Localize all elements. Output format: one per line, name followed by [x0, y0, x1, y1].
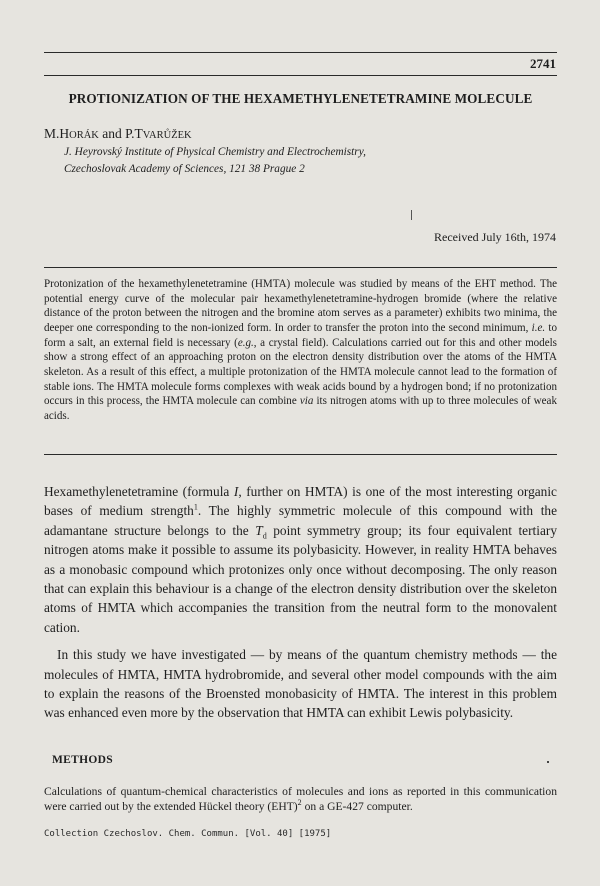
article-title: PROTIONIZATION OF THE HEXAMETHYLENETETRAMINE MOLECULE: [68, 91, 533, 106]
author-line: [44, 126, 192, 142]
abstract-top-rule: [44, 267, 557, 268]
affiliation: [64, 144, 366, 178]
reference-2: 2: [297, 798, 302, 808]
formula-label: I: [233, 484, 239, 499]
author1-surname-rest: ORÁK: [69, 130, 99, 141]
section-heading-methods: METHODS: [52, 754, 113, 766]
methods-text: [44, 784, 557, 814]
journal-citation: Collection Czechoslov. Chem. Commun. [Vol. 40] [1975]: [44, 829, 332, 839]
abstract-paragraph: [44, 277, 557, 424]
affiliation-line-1: J. Heyrovský Institute of Physical Chemistry and Electrochemistry,: [64, 146, 366, 158]
abstract-text-2: to form a salt, an external field is necessary (: [44, 321, 557, 349]
author1-surname-head: H: [59, 126, 70, 141]
scan-dot: [547, 761, 549, 763]
point-group-subscript: d: [262, 531, 267, 541]
methods-text-b: on a GE-427 computer.: [301, 800, 413, 813]
introduction: [44, 482, 557, 723]
author2-surname-head: T: [134, 126, 143, 141]
abstract-text-3: , a crystal field). Calculations carried out for this and other models show a strong effect of an approaching proton on the electron density distribution over the atoms of the HMTA skeleton. As a result of this effect, a multiple protonization of the HMTA molecule cannot lead to the formation of stable ions. The HMTA molecule forms complexes with weak acids bound by a hydrogen bond; if no protonization occurs in this process, the HMTA molecule can combine: [44, 336, 557, 408]
top-rule: [44, 52, 557, 53]
methods-text-a: Calculations of quantum-chemical characteristics of molecules and ions as reported in this communication were carried out by the extended Hückel theory (EHT): [44, 785, 557, 813]
header-rule: [44, 75, 557, 76]
abstract-bottom-rule: [44, 454, 557, 455]
author1-initial: M.: [44, 126, 60, 141]
methods-paragraph: [44, 784, 557, 814]
page-number: 2741: [530, 56, 556, 71]
author-and: and: [98, 126, 126, 141]
author2-initial: P.: [125, 126, 135, 141]
abstract-text-4: its nitrogen atoms with up to three molecules of weak acids.: [44, 395, 557, 422]
abstract-text-1: Protonization of the hexamethylenetetramine (HMTA) molecule was studied by means of the EHT method. The potential energy curve of the molecular pair hexamethylenetetramine-hydrogen bromide (where the relative distance of the proton between the nitrogen and the bromine atom serves as a parameter) exhibits two minima, the deeper one corresponding to the non-ionized form. In order to transfer the proton into the second minimum,: [44, 278, 557, 334]
received-date: Received July 16th, 1974: [434, 230, 556, 244]
author2-surname-rest: VARŮŽEK: [142, 130, 192, 141]
intro-paragraph-2: In this study we have investigated — by means of the quantum chemistry methods — the molecules of HMTA, HMTA hydrobromide, and several other model compounds with the aim to explain the reasons of the Broensted monobasicity of HMTA. The interest in this problem was enhanced even more by the observation that HMTA can exhibit Lewis polybasicity.: [44, 647, 557, 721]
abstract-via: via: [299, 395, 314, 408]
intro-text-a: Hexamethylenetetramine (formula: [44, 484, 234, 499]
intro-text-b: , further on HMTA) is one of the most interesting organic bases of medium strength: [44, 484, 557, 519]
intro-text-d: point symmetry group; its four equivalent tertiary nitrogen atoms make it possible to assume its polybasicity. However, in reality HMTA behaves as a monobasic compound which protonizes only once without decomposing. The only reason that can explain this behaviour is a change of the electron density distribution over the skeleton atoms of HMTA which accompanies the transition from the neutral form to the monovalent cation.: [44, 522, 557, 635]
abstract: [44, 277, 557, 424]
point-group-symbol: T: [255, 522, 263, 538]
intro-text-c: . The highly symmetric molecule of this compound with the adamantane structure belongs to the: [44, 503, 558, 538]
abstract-ie: i.e.: [531, 321, 546, 334]
abstract-eg: e.g.: [237, 336, 254, 349]
intro-paragraph-1: [44, 482, 557, 637]
affiliation-line-2: Czechoslovak Academy of Sciences, 121 38 Prague 2: [64, 163, 305, 175]
scan-mark: [411, 210, 412, 220]
reference-1: 1: [193, 502, 198, 512]
